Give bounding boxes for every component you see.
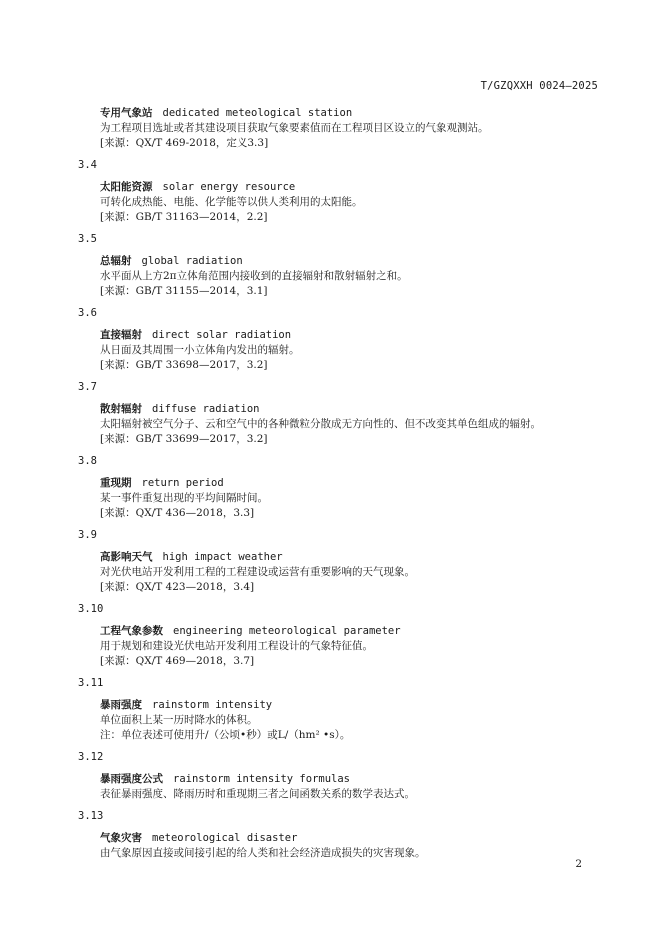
term-definition: 为工程项目选址或者其建设项目获取气象要素值而在工程项目区设立的气象观测站。 [100, 122, 489, 134]
term-definition: 用于规划和建设光伏电站开发利用工程设计的气象特征值。 [100, 640, 373, 652]
term-definition: 水平面从上方2π立体角范围内接收到的直接辐射和散射辐射之和。 [100, 270, 408, 282]
term-source: [来源：QX/T 436—2018，3.3] [100, 507, 255, 519]
term-body [78, 624, 608, 669]
term-body [78, 550, 608, 595]
term-name-zh: 暴雨强度 [100, 699, 142, 711]
term-name-en: dedicated meteological station [162, 107, 353, 119]
term-name-zh: 暴雨强度公式 [100, 773, 163, 785]
term-name-zh: 总辐射 [100, 255, 132, 267]
term-entry-3-12 [78, 750, 608, 802]
term-definition: 可转化成热能、电能、化学能等以供人类利用的太阳能。 [100, 196, 363, 208]
term-body [78, 254, 608, 299]
term-body [78, 698, 608, 743]
term-number: 3.8 [78, 455, 97, 467]
term-heading [100, 772, 608, 787]
term-source: [来源：GB/T 31163—2014，2.2] [100, 211, 268, 223]
term-name-zh: 高影响天气 [100, 551, 153, 563]
term-name-en: rainstorm intensity formulas [173, 773, 351, 785]
terms-list [78, 106, 608, 861]
term-number: 3.13 [78, 810, 104, 822]
term-name-en: meteorological disaster [152, 832, 298, 844]
term-source: [来源：GB/T 31155—2014，3.1] [100, 285, 268, 297]
term-entry-3-6 [78, 306, 608, 373]
term-name-zh: 散射辐射 [100, 403, 142, 415]
term-name-en: engineering meteorological parameter [173, 625, 401, 637]
term-number: 3.4 [78, 159, 97, 171]
term-heading [100, 328, 608, 343]
term-heading [100, 106, 608, 121]
term-entry-3-3 [78, 106, 608, 151]
term-name-en: return period [141, 477, 224, 489]
term-entry-3-8 [78, 454, 608, 521]
term-name-en: solar energy resource [162, 181, 296, 193]
term-definition: 对光伏电站开发利用工程的工程建设或运营有重要影响的天气现象。 [100, 566, 415, 578]
term-entry-3-11 [78, 676, 608, 743]
term-definition: 表征暴雨强度、降雨历时和重现期三者之间函数关系的数学表达式。 [100, 788, 415, 800]
term-definition: 由气象原因直接或间接引起的给人类和社会经济造成损失的灾害现象。 [100, 847, 426, 859]
term-name-zh: 直接辐射 [100, 329, 142, 341]
term-source: [来源：GB/T 33699—2017，3.2] [100, 433, 268, 445]
term-heading [100, 180, 608, 195]
term-name-zh: 专用气象站 [100, 107, 153, 119]
term-number: 3.10 [78, 603, 104, 615]
term-number: 3.11 [78, 677, 104, 689]
term-entry-3-4 [78, 158, 608, 225]
term-name-en: global radiation [141, 255, 243, 267]
term-heading [100, 831, 608, 846]
term-body [78, 106, 608, 151]
term-body [78, 831, 608, 861]
page-number: 2 [575, 858, 582, 870]
term-heading [100, 476, 608, 491]
term-name-zh: 太阳能资源 [100, 181, 153, 193]
term-heading [100, 624, 608, 639]
term-name-zh: 重现期 [100, 477, 132, 489]
term-entry-3-9 [78, 528, 608, 595]
term-number: 3.12 [78, 751, 104, 763]
term-number: 3.6 [78, 307, 97, 319]
term-number: 3.5 [78, 233, 97, 245]
term-number: 3.9 [78, 529, 97, 541]
term-body [78, 180, 608, 225]
term-name-zh: 工程气象参数 [100, 625, 163, 637]
term-entry-3-10 [78, 602, 608, 669]
term-name-en: high impact weather [162, 551, 283, 563]
term-name-zh: 气象灾害 [100, 832, 142, 844]
term-name-en: direct solar radiation [152, 329, 292, 341]
term-definition: 从日面及其周围一小立体角内发出的辐射。 [100, 344, 300, 356]
term-heading [100, 550, 608, 565]
term-name-en: diffuse radiation [152, 403, 260, 415]
term-source: [来源：QX/T 423—2018，3.4] [100, 581, 255, 593]
term-entry-3-5 [78, 232, 608, 299]
term-definition: 某一事件重复出现的平均间隔时间。 [100, 492, 268, 504]
term-heading [100, 698, 608, 713]
term-heading [100, 402, 608, 417]
term-number: 3.7 [78, 381, 97, 393]
term-entry-3-13 [78, 809, 608, 861]
term-name-en: rainstorm intensity [152, 699, 273, 711]
term-source: [来源：GB/T 33698—2017，3.2] [100, 359, 268, 371]
term-source: [来源：QX/T 469—2018，3.7] [100, 655, 255, 667]
term-definition: 太阳辐射被空气分子、云和空气中的各种微粒分散成无方向性的、但不改变其单色组成的辐射。 [100, 418, 541, 430]
term-body [78, 772, 608, 802]
document-code: T/GZQXXH 0024—2025 [480, 80, 598, 92]
term-body [78, 402, 608, 447]
term-definition: 单位面积上某一历时降水的体积。 [100, 714, 258, 726]
term-heading [100, 254, 608, 269]
term-source: [来源：QX/T 469-2018，定义3.3] [100, 137, 269, 149]
term-note: 注：单位表述可使用升/（公顷•秒）或L/（hm² •s）。 [100, 729, 351, 741]
term-entry-3-7 [78, 380, 608, 447]
term-body [78, 476, 608, 521]
term-body [78, 328, 608, 373]
